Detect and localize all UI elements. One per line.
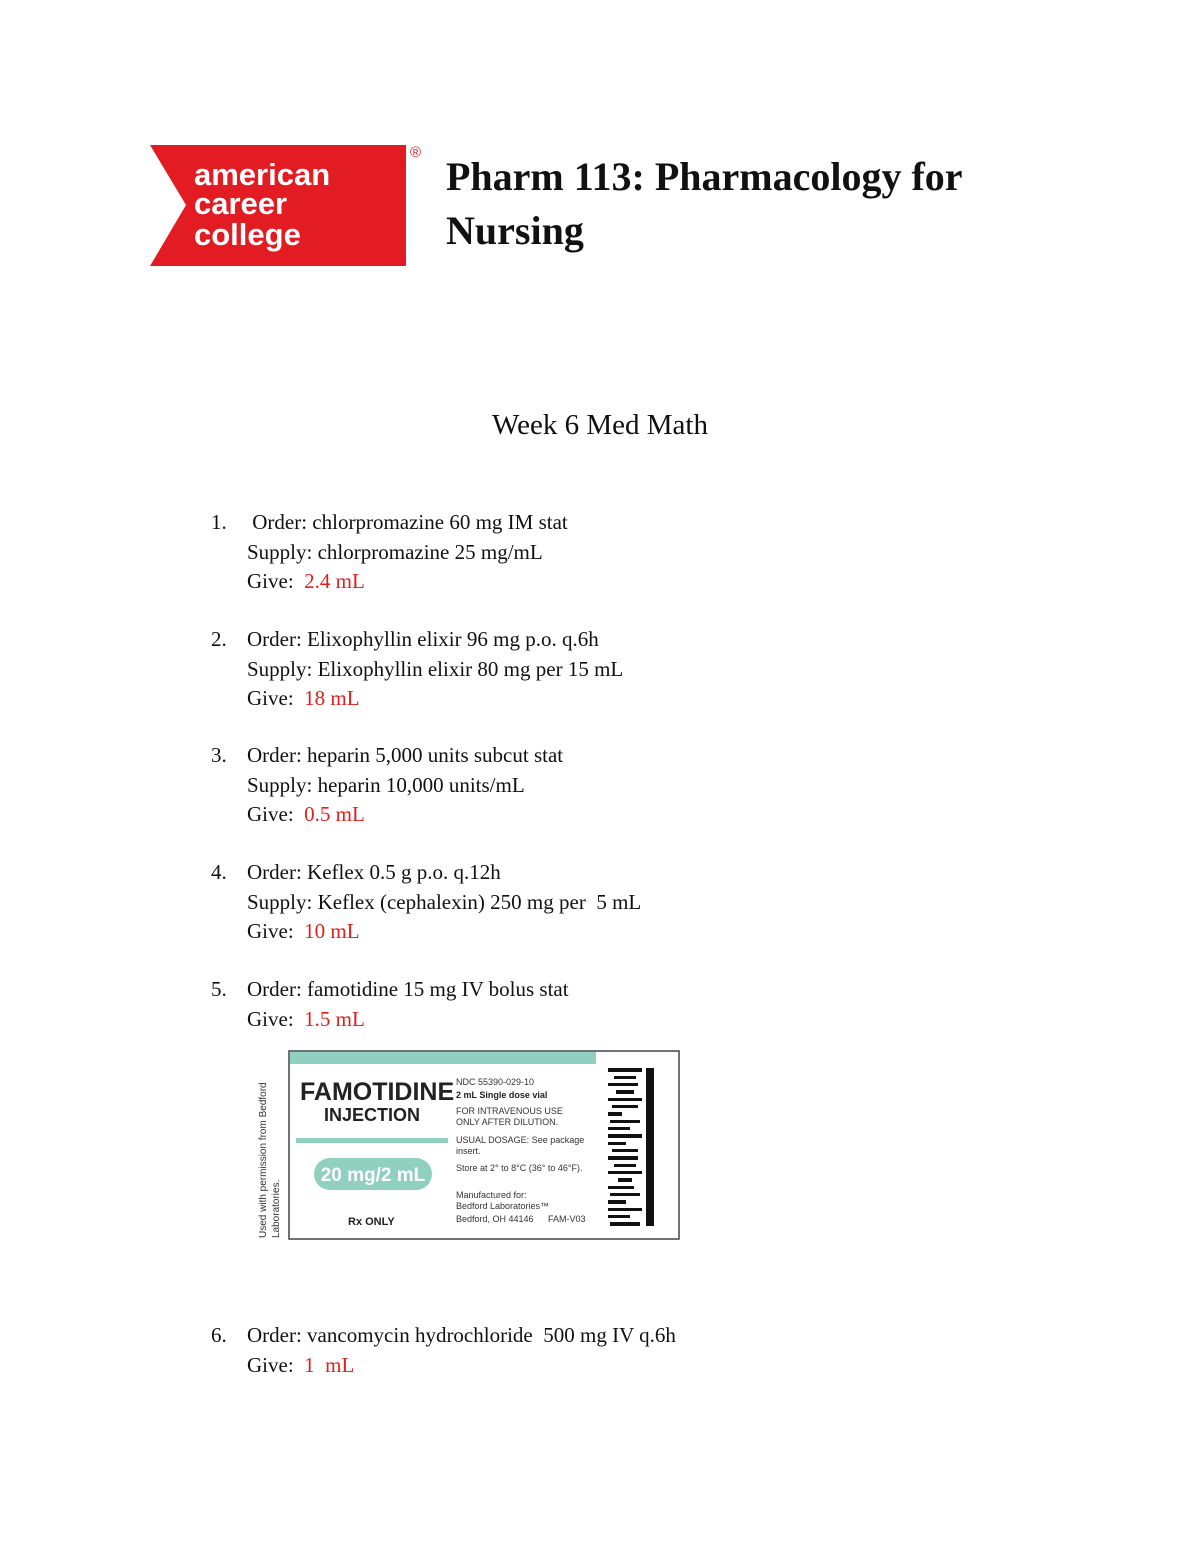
give-answer: 10 mL [304,919,360,943]
give-answer: 1 mL [304,1352,355,1377]
give-line [247,1005,569,1035]
give-answer: 2.4 mL [304,569,365,593]
label-top-band [290,1052,596,1064]
order-line: Order: famotidine 15 mg IV bolus stat [247,977,569,1001]
give-label: Give: [247,919,305,943]
supply-line: Supply: Elixophyllin elixir 80 mg per 15 mL [247,656,624,681]
logo-line-2: career [194,186,288,221]
barcode-bar [646,1068,654,1226]
barcode-bar [614,1076,636,1079]
barcode-bar [608,1083,638,1086]
give-line [247,567,568,597]
barcode-bar [608,1156,638,1160]
label-dosage-2: insert. [456,1146,481,1156]
order-line: Order: heparin 5,000 units subcut stat [247,743,564,767]
barcode-bar [608,1127,630,1130]
logo-line-1: american [194,157,331,192]
label-vial: 2 mL Single dose vial [456,1090,548,1100]
label-rx-only: Rx ONLY [348,1216,395,1228]
logo-line-3: college [194,217,301,252]
barcode-bar [618,1178,632,1182]
problem-6 [211,1321,676,1380]
barcode-bar [610,1193,640,1196]
label-drug-form: INJECTION [324,1105,421,1125]
give-line [247,917,641,947]
label-use-2: ONLY AFTER DILUTION. [456,1117,559,1127]
problem-number: 6. [211,1323,227,1347]
label-mfr-3: Bedford, OH 44146 [456,1214,534,1224]
label-drug-name: FAMOTIDINE [300,1078,455,1106]
give-label: Give: [247,802,305,826]
supply-line: Supply: heparin 10,000 units/mL [247,772,525,797]
supply-line: Supply: Keflex (cephalexin) 250 mg per 5 mL [247,889,642,914]
give-line [247,1351,676,1381]
barcode-bar [608,1200,626,1204]
give-label: Give: [247,1352,305,1377]
barcode-bar [608,1098,642,1101]
course-title [446,150,1046,258]
barcode-bar [608,1215,630,1218]
label-divider-band [296,1138,448,1143]
give-answer: 1.5 mL [304,1006,365,1031]
barcode-bar [612,1105,638,1108]
problem-number: 2. [211,627,227,651]
supply-line: Supply: chlorpromazine 25 mg/mL [247,539,543,564]
barcode-bar [610,1120,640,1123]
give-line [247,800,563,830]
label-side-text-2: Laboratories. [271,1179,282,1238]
problem-5 [211,975,569,1034]
problem-number: 4. [211,860,227,884]
barcode-bar [610,1222,640,1226]
college-logo [150,145,406,266]
label-mfr-1: Manufactured for: [456,1190,527,1200]
label-side-text-1: Used with permission from Bedford [258,1082,269,1238]
give-label: Give: [247,686,305,710]
give-answer: 18 mL [304,686,360,710]
famotidine-vial-label [250,1048,682,1242]
problem-3 [211,741,563,830]
page-subtitle: Week 6 Med Math [492,409,708,441]
order-line: Order: Keflex 0.5 g p.o. q.12h [247,860,501,884]
barcode-bar [608,1068,642,1072]
give-label: Give: [247,569,305,593]
label-use-1: FOR INTRAVENOUS USE [456,1106,563,1116]
label-strength: 20 mg/2 mL [320,1165,426,1186]
label-mfr-2: Bedford Laboratories™ [456,1201,550,1211]
problem-1 [211,508,568,597]
barcode-bar [608,1142,626,1145]
barcode-bar [608,1208,642,1211]
problem-number: 5. [211,977,227,1001]
barcode-bar [616,1090,634,1094]
registered-mark: ® [410,144,422,161]
problem-4 [211,858,641,947]
label-code: FAM-V03 [548,1214,586,1224]
barcode-bar [608,1112,622,1116]
order-line: Order: chlorpromazine 60 mg IM stat [247,510,568,534]
barcode-bar [608,1186,634,1189]
problem-2 [211,625,623,714]
barcode-bar [608,1171,642,1174]
problem-number: 3. [211,743,227,767]
barcode-bar [614,1164,636,1167]
course-title-line-1: Pharm 113: Pharmacology for [446,154,963,199]
order-line: Order: Elixophyllin elixir 96 mg p.o. q.6h [247,627,599,651]
give-answer: 0.5 mL [304,802,365,826]
order-line: Order: vancomycin hydrochloride 500 mg IV q.6h [247,1323,676,1347]
course-title-line-2: Nursing [446,208,584,253]
label-ndc: NDC 55390-029-10 [456,1077,535,1087]
label-dosage-1: USUAL DOSAGE: See package [456,1135,585,1145]
barcode-bar [608,1134,642,1138]
barcode-bar [612,1149,638,1152]
problem-number: 1. [211,510,227,534]
label-storage: Store at 2° to 8°C (36° to 46°F). [456,1163,583,1173]
give-line [247,684,623,714]
give-label: Give: [247,1006,305,1031]
